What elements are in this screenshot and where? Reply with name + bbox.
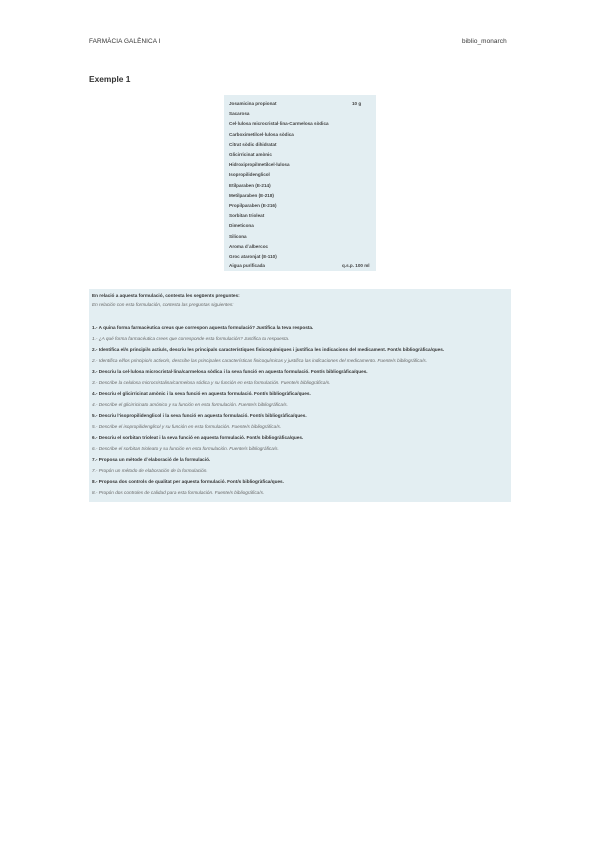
question-es: 3.- Describe la celulosa microcristalina/carmelosa sódica y su función en esta formulación. Fuente/s bibliográfica/s. bbox=[92, 380, 331, 385]
ingredient-qty: 10 g bbox=[352, 101, 362, 106]
ingredient-row bbox=[229, 183, 372, 191]
ingredient-name: Aroma d´albercoc bbox=[229, 243, 269, 249]
ingredient-qty: q.s.p. 100 ml bbox=[342, 263, 370, 268]
ingredient-row bbox=[229, 152, 372, 160]
ingredient-row bbox=[229, 162, 372, 170]
ingredient-row bbox=[229, 132, 372, 140]
ingredient-name: Propilparaben (E-216) bbox=[229, 203, 277, 208]
question-es: 6.- Describe el sorbitan trioleato y su función en esta formulación. Fuente/s bibliográfica/s. bbox=[92, 446, 279, 451]
ingredient-name: Carboximetilcel·lulosa sòdica bbox=[229, 131, 294, 137]
ingredient-row bbox=[229, 234, 372, 242]
ingredient-name: Glicirricinat amònic bbox=[229, 152, 272, 157]
question-ca: 8.- Proposa dos controls de qualitat per aquesta formulació. Font/s bibliogràfica/ques. bbox=[92, 479, 284, 484]
question-ca: 3.- Descriu la cel·lulosa microcristal·lina/carmelosa sòdica i la seva funció en aquesta formulació. Font/s bibliogràfica/ques. bbox=[92, 369, 368, 374]
question-ca: 6.- Descriu el sorbitan trioleat i la seva funció en aquesta formulació. Font/s bibliogràfica/ques. bbox=[92, 435, 304, 440]
question-ca: 5.- Descriu l'isopropilidenglicol i la seva funció en aquesta formulació. Font/s bibliogràfica/ques. bbox=[92, 413, 307, 418]
ingredient-name: Hidroxipropilmetilcel·lulosa bbox=[229, 162, 290, 168]
ingredient-row bbox=[229, 101, 372, 109]
ingredient-row bbox=[229, 172, 372, 180]
ingredient-name: Dimeticona bbox=[229, 223, 254, 229]
ingredient-name: Aigua purificada bbox=[229, 263, 265, 268]
question-es: 1.- ¿A qué forma farmacéutica crees que corresponde esta formulación? Justifica tu respuesta. bbox=[92, 336, 290, 341]
ingredient-name: Etilparaben (E-214) bbox=[229, 182, 271, 188]
question-es: 8.- Propón dos controles de calidad para esta formulación. Fuente/s bibliográfica/s. bbox=[92, 490, 265, 495]
questions-box bbox=[89, 289, 511, 502]
ingredient-row bbox=[229, 213, 372, 221]
ingredient-row bbox=[229, 142, 372, 150]
ingredient-name: Groc ataronjat (E-110) bbox=[229, 254, 277, 259]
ingredient-row bbox=[229, 193, 372, 201]
ingredient-row bbox=[229, 203, 372, 211]
header-author: biblio_monarch bbox=[462, 38, 507, 45]
questions-intro-es: En relación con esta formulación, contesta las preguntas siguientes: bbox=[92, 302, 234, 307]
ingredient-name: Silicona bbox=[229, 233, 247, 239]
question-ca: 1.- A quina forma farmacèutica creus que correspon aquesta formulació? Justifica la teva resposta. bbox=[92, 325, 314, 330]
ingredient-row bbox=[229, 111, 372, 119]
ingredient-name: Sorbitan trioleat bbox=[229, 213, 265, 219]
formula-box bbox=[224, 95, 376, 271]
ingredient-row bbox=[229, 223, 372, 231]
question-es: 5.- Describe el isopropilidenglicol y su función en esta formulación. Fuente/s bibliográfica/s. bbox=[92, 424, 282, 429]
ingredient-name: Isopropilidenglicol bbox=[229, 172, 270, 178]
question-es: 4.- Describe el glicirricinato amónico y su función en esta formulación. Fuente/s bibliográfica/s. bbox=[92, 402, 288, 407]
ingredient-name: Metilparaben (E-218) bbox=[229, 192, 274, 198]
ingredient-row bbox=[229, 121, 372, 129]
question-ca: 2.- Identifica el/s principi/s actiu/s, descriu les principals característiques fisicoquímiques i justifica les indicacions del medicament. Font/s bibliogràfica/ques. bbox=[92, 347, 445, 352]
ingredient-row bbox=[229, 254, 372, 262]
question-ca: 4.- Descriu el glicirricinat amònic i la seva funció en aquesta formulació. Font/s bibliogràfica/ques. bbox=[92, 391, 311, 396]
example-title: Exemple 1 bbox=[89, 74, 131, 84]
question-ca: 7.- Proposa un mètode d´elaboració de la formulació. bbox=[92, 457, 211, 462]
ingredient-row bbox=[229, 263, 372, 271]
ingredient-row bbox=[229, 244, 372, 252]
ingredient-name: Josamicina propionat bbox=[229, 101, 277, 106]
question-es: 2.- Identifica el/los principio/s activo/s, describe las principales características fisicoquímicas y justifica las indicaciones del medicamento. Fuente/s bibliográfica/s. bbox=[92, 358, 428, 363]
ingredient-name: Cel·lulosa microcristal·lina-Carmelosa sòdica bbox=[229, 121, 329, 127]
questions-intro-ca: En relació a aquesta formulació, contesta les següents preguntes: bbox=[92, 293, 240, 298]
question-es: 7.- Propón un método de elaboración de la formulación. bbox=[92, 468, 208, 473]
ingredient-name: Citrat sòdic dihidratat bbox=[229, 141, 277, 147]
ingredient-name: Sacarosa bbox=[229, 111, 250, 117]
header-course-title: FARMÀCIA GALÈNICA I bbox=[89, 38, 161, 45]
